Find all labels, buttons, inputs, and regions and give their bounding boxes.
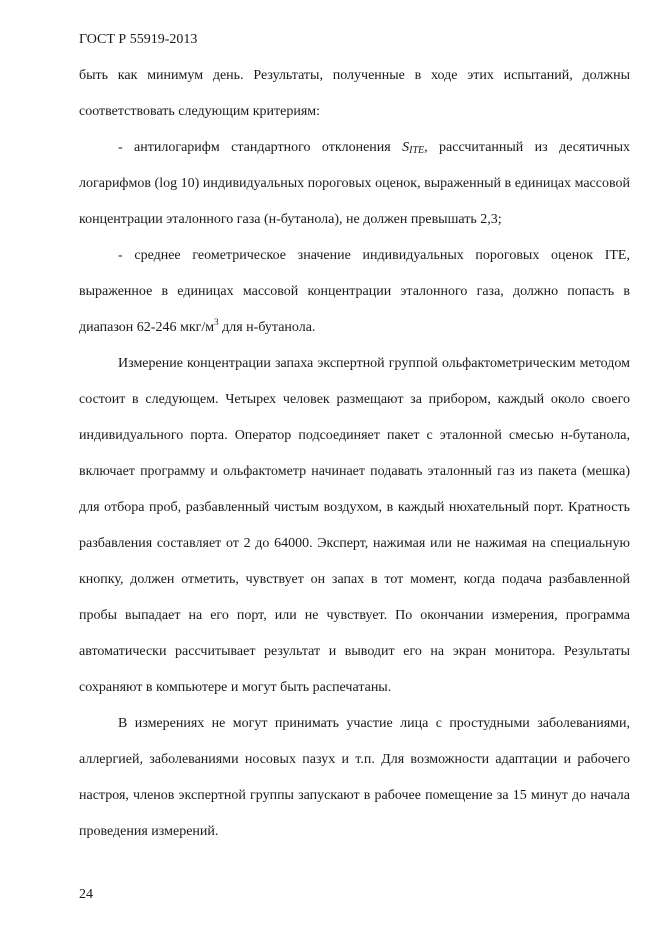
unit-superscript: 3 [214,317,219,327]
criterion-text-start: - среднее геометрическое значение индивидуальных пороговых оценок ITE, выраженное в единицах массовой концентрации эталонного газа, должно попасть в диапазон 62-246 мкг/м [79,248,630,335]
paragraph-continuation: быть как минимум день. Результаты, полученные в ходе этих испытаний, должны соответствовать следующим критериям: [79,68,630,119]
symbol-s: S [402,140,410,155]
paragraph-participant-requirements: В измерениях не могут принимать участие лица с простудными заболеваниями, аллергией, заболеваниями носовых пазух и т.п. Для возможности адаптации и рабочего настроя, членов экспертной группы запускают в рабочее помещение за 15 минут до начала проведения измерений. [79,716,630,839]
page-number: 24 [79,887,93,902]
criterion-text-start: - антилогарифм стандартного отклонения [118,140,403,155]
criterion-geometric-mean [79,238,630,346]
paragraph-measurement-method: Измерение концентрации запаха экспертной группой ольфактометрическим методом состоит в следующем. Четырех человек размещают за прибором, каждый около своего индивидуального порта. Оператор подсоединяет пакет с эталонной смесью н-бутанола, включает программу и ольфактометр начинает подавать эталонный газ из пакета (мешка) для отбора проб, разбавленный чистым воздухом, в каждый нюхательный порт. Кратность разбавления составляет от 2 до 64000. Эксперт, нажимая или не нажимая на специальную кнопку, должен отметить, чувствует он запах в тот момент, когда подача разбавленной пробы выпадает на его порт, или не чувствует. По окончании измерения, программа автоматически рассчитывает результат и выводит его на экран монитора. Результаты сохраняют в компьютере и могут быть распечатаны. [79,356,630,695]
symbol-subscript: ITE [409,145,425,156]
criterion-antilog-stddev [79,130,630,238]
criterion-text-end: для н-бутанола. [218,320,316,335]
criterion-text-end: , рассчитанный из десятичных логарифмов (log 10) индивидуальных пороговых оценок, выраженный в единицах массовой концентрации эталонного газа (н-бутанола), не должен превышать 2,3; [79,140,630,227]
document-header: ГОСТ Р 55919-2013 [79,32,198,47]
document-body [79,58,630,850]
